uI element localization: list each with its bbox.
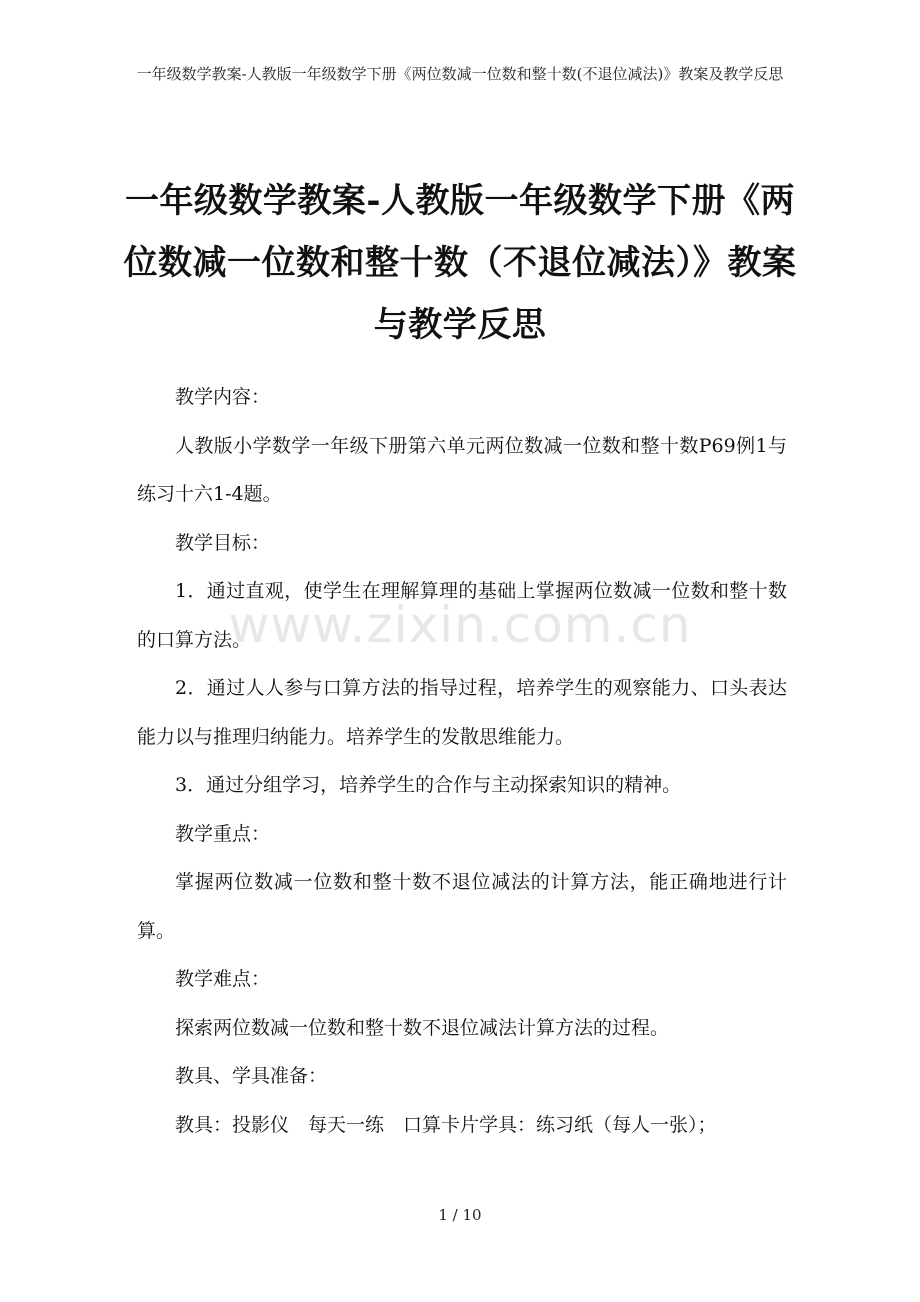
- objective-item-3: 3．通过分组学习，培养学生的合作与主动探索知识的精神。: [175, 774, 682, 796]
- paragraph-key-point: 掌握两位数减一位数和整十数不退位减法的计算方法，能正确地进行计算。: [137, 871, 787, 942]
- section-heading-materials: 教具、学具准备：: [175, 1065, 328, 1087]
- section-heading-objectives: 教学目标：: [175, 531, 271, 554]
- objective-item-1: 1．通过直观，使学生在理解算理的基础上掌握两位数减一位数和整十数的口算方法。: [137, 580, 787, 651]
- section-heading-key-point: 教学重点：: [175, 822, 271, 845]
- paragraph-difficulty: 探索两位数减一位数和整十数不退位减法计算方法的过程。: [175, 1016, 670, 1039]
- section-heading-content: 教学内容：: [175, 386, 271, 408]
- page-number: 1 / 10: [438, 1206, 482, 1224]
- paragraph-materials: 教具：投影仪 每天一练 口算卡片学具：练习纸（每人一张）；: [175, 1113, 717, 1136]
- running-header: 一年级数学教案-人教版一年级数学下册《两位数减一位数和整十数(不退位减法)》教案及教学反思: [136, 65, 784, 83]
- paragraph-content: 人教版小学数学一年级下册第六单元两位数减一位数和整十数P69例1与练习十六1-4题。: [137, 434, 787, 505]
- document-title: 一年级数学教案-人教版一年级数学下册《两位数减一位数和整十数（不退位减法）》教案与教学反思: [123, 181, 797, 345]
- watermark: www.zixin.com.cn: [228, 596, 692, 654]
- document-body: [137, 373, 787, 1149]
- section-heading-difficulty: 教学难点：: [175, 968, 271, 990]
- objective-item-2: 2．通过人人参与口算方法的指导过程，培养学生的观察能力、口头表达能力以与推理归纳能力。培养学生的发散思维能力。: [137, 677, 787, 748]
